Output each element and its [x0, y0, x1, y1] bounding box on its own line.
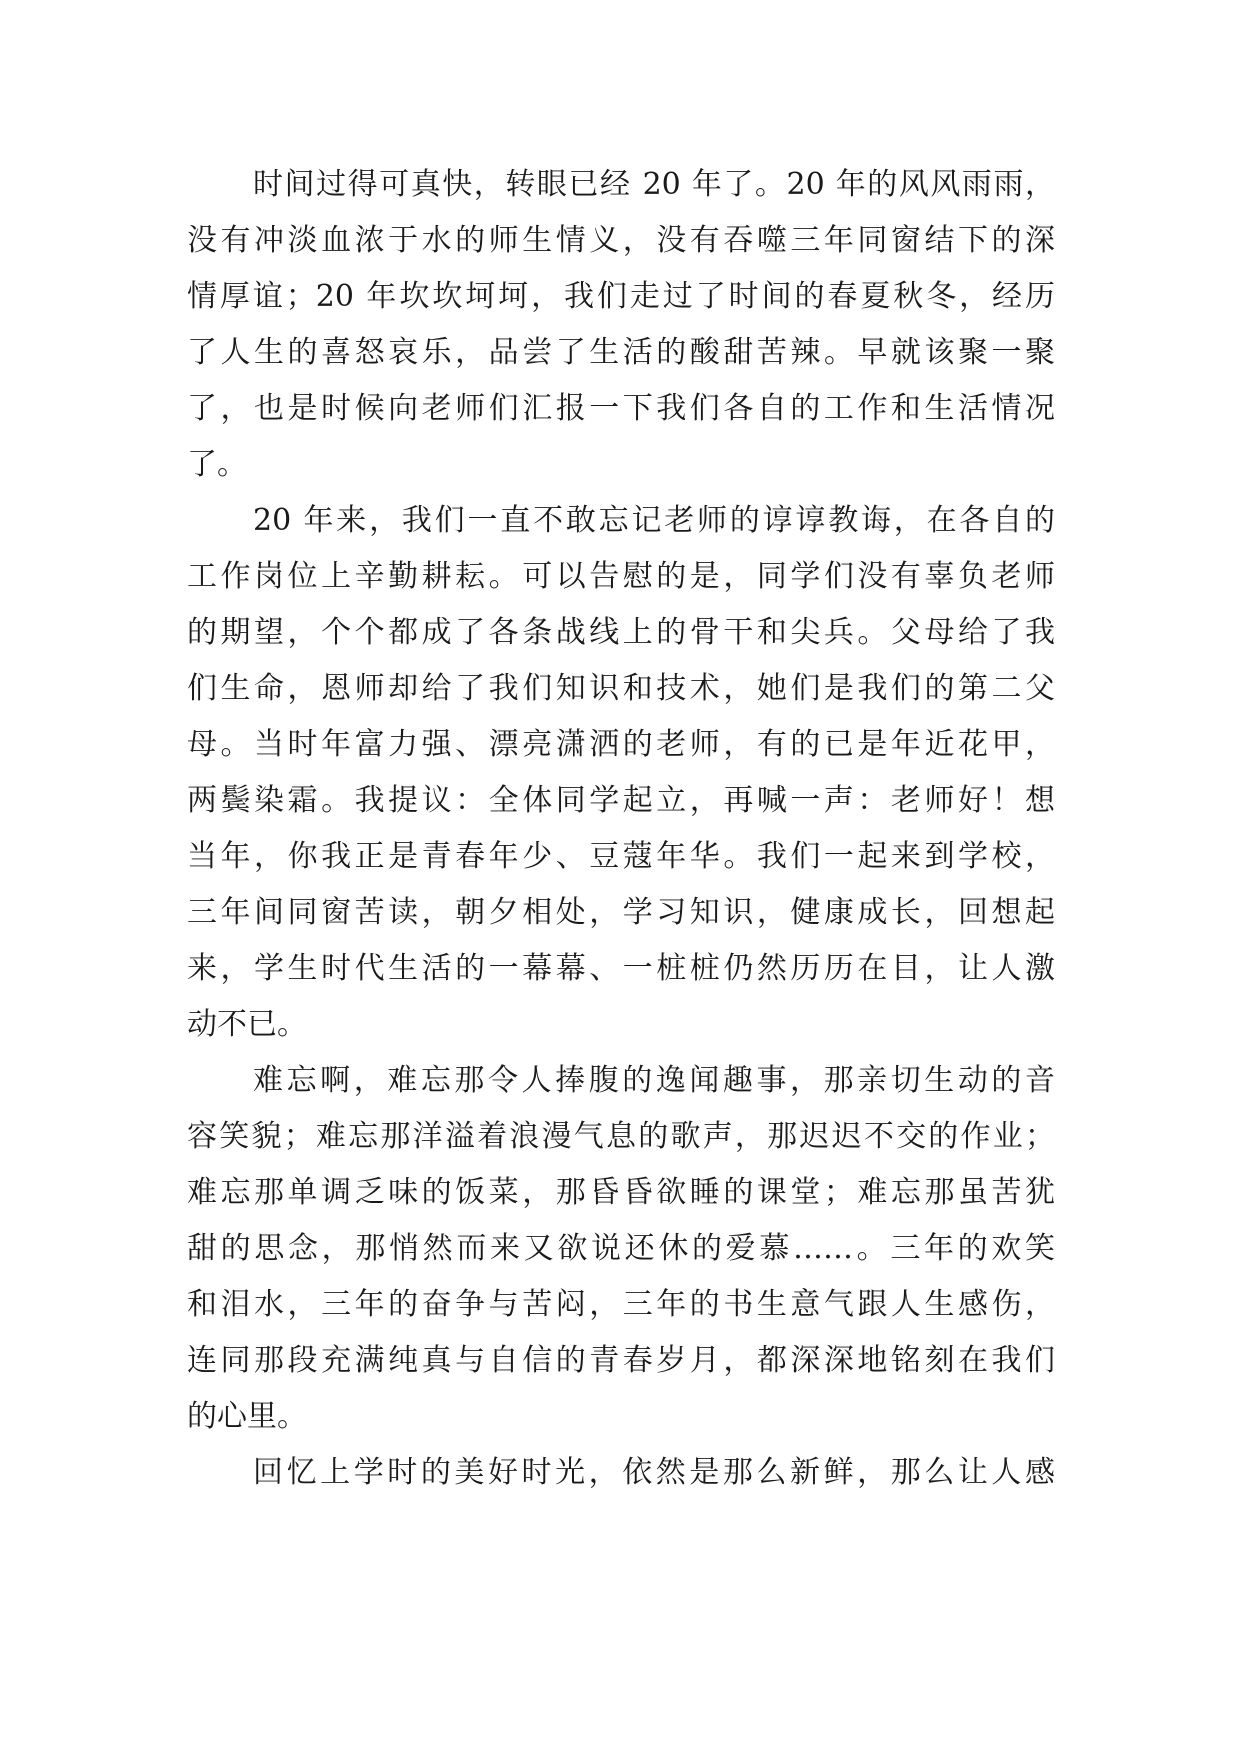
paragraph-line: 了人生的喜怒哀乐，品尝了生活的酸甜苦辣。早就该聚一聚 — [187, 335, 1055, 370]
paragraph-line: 和泪水，三年的奋争与苦闷，三年的书生意气跟人生感伤， — [187, 1287, 1055, 1322]
paragraph-line: 来，学生时代生活的一幕幕、一桩桩仍然历历在目，让人激 — [187, 951, 1055, 986]
paragraph-line: 20 年来，我们一直不敢忘记老师的谆谆教诲，在各自的 — [253, 503, 1055, 538]
paragraph-line: 甜的思念，那悄然而来又欲说还休的爱慕……。三年的欢笑 — [187, 1231, 1055, 1266]
paragraph-line: 回忆上学时的美好时光，依然是那么新鲜，那么让人感 — [253, 1455, 1055, 1490]
paragraph-line: 了。 — [187, 447, 247, 482]
paragraph-line: 母。当时年富力强、漂亮潇洒的老师，有的已是年近花甲， — [187, 727, 1055, 762]
paragraph-line: 难忘那单调乏味的饭菜，那昏昏欲睡的课堂；难忘那虽苦犹 — [187, 1175, 1055, 1210]
paragraph-line: 没有冲淡血浓于水的师生情义，没有吞噬三年同窗结下的深 — [187, 223, 1055, 258]
paragraph-line: 们生命，恩师却给了我们知识和技术，她们是我们的第二父 — [187, 671, 1055, 706]
paragraph-line: 动不已。 — [187, 1007, 307, 1042]
paragraph-line: 连同那段充满纯真与自信的青春岁月，都深深地铭刻在我们 — [187, 1343, 1055, 1378]
paragraph-line: 了，也是时候向老师们汇报一下我们各自的工作和生活情况 — [187, 391, 1055, 426]
paragraph-line: 当年，你我正是青春年少、豆蔻年华。我们一起来到学校， — [187, 839, 1055, 874]
paragraph — [187, 1445, 1067, 1501]
paragraph — [187, 493, 1067, 1053]
paragraph-line: 的期望，个个都成了各条战线上的骨干和尖兵。父母给了我 — [187, 615, 1055, 650]
paragraph-line: 难忘啊，难忘那令人捧腹的逸闻趣事，那亲切生动的音 — [253, 1063, 1055, 1098]
document-body — [187, 157, 1067, 1501]
paragraph-line: 时间过得可真快，转眼已经 20 年了。20 年的风风雨雨， — [253, 167, 1055, 202]
paragraph — [187, 1053, 1067, 1445]
paragraph-line: 的心里。 — [187, 1399, 307, 1434]
paragraph-line: 两鬓染霜。我提议：全体同学起立，再喊一声：老师好！想 — [187, 783, 1055, 818]
paragraph — [187, 157, 1067, 493]
paragraph-line: 情厚谊；20 年坎坎坷坷，我们走过了时间的春夏秋冬，经历 — [187, 279, 1055, 314]
paragraph-line: 工作岗位上辛勤耕耘。可以告慰的是，同学们没有辜负老师 — [187, 559, 1055, 594]
paragraph-line: 三年间同窗苦读，朝夕相处，学习知识，健康成长，回想起 — [187, 895, 1055, 930]
paragraph-line: 容笑貌；难忘那洋溢着浪漫气息的歌声，那迟迟不交的作业； — [187, 1119, 1055, 1154]
